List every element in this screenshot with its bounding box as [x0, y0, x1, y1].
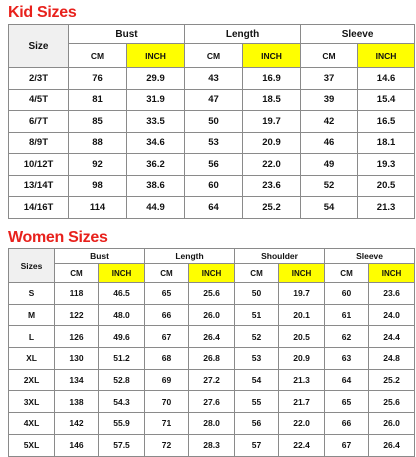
women-value-cell: 118	[55, 283, 99, 305]
women-value-cell: 20.9	[279, 348, 325, 370]
women-value-cell: 22.4	[279, 434, 325, 456]
women-table-row	[9, 326, 415, 348]
kid-table-row	[9, 197, 415, 219]
kid-bust-header: Bust	[69, 25, 185, 44]
women-value-cell: 60	[325, 283, 369, 305]
women-size-cell: L	[9, 326, 55, 348]
kid-value-cell: 18.5	[243, 89, 301, 111]
women-value-cell: 21.7	[279, 391, 325, 413]
kid-value-cell: 37	[301, 68, 358, 90]
kid-value-cell: 33.5	[127, 111, 185, 133]
kid-value-cell: 53	[185, 132, 243, 154]
women-value-cell: 25.2	[369, 369, 415, 391]
women-table-row	[9, 304, 415, 326]
women-value-cell: 62	[325, 326, 369, 348]
women-table-row	[9, 283, 415, 305]
women-sleeve-cm-header: CM	[325, 264, 369, 283]
women-value-cell: 20.1	[279, 304, 325, 326]
women-length-cm-header: CM	[145, 264, 189, 283]
women-value-cell: 26.0	[189, 304, 235, 326]
kid-size-cell: 13/14T	[9, 175, 69, 197]
women-value-cell: 67	[145, 326, 189, 348]
kid-table-row	[9, 154, 415, 176]
kid-size-cell: 4/5T	[9, 89, 69, 111]
women-sleeve-inch-header: INCH	[369, 264, 415, 283]
women-value-cell: 65	[325, 391, 369, 413]
women-value-cell: 49.6	[99, 326, 145, 348]
kid-value-cell: 20.5	[358, 175, 415, 197]
kid-value-cell: 19.7	[243, 111, 301, 133]
women-value-cell: 61	[325, 304, 369, 326]
women-value-cell: 134	[55, 369, 99, 391]
kid-size-header: Size	[9, 25, 69, 68]
kid-table-row	[9, 111, 415, 133]
women-sleeve-header: Sleeve	[325, 249, 415, 264]
women-value-cell: 20.5	[279, 326, 325, 348]
women-value-cell: 28.3	[189, 434, 235, 456]
kid-size-table	[8, 24, 415, 219]
women-table-body	[9, 283, 415, 457]
women-value-cell: 56	[235, 413, 279, 435]
kid-value-cell: 44.9	[127, 197, 185, 219]
kid-value-cell: 76	[69, 68, 127, 90]
women-size-cell: 5XL	[9, 434, 55, 456]
women-value-cell: 25.6	[189, 283, 235, 305]
women-shoulder-cm-header: CM	[235, 264, 279, 283]
women-size-cell: 4XL	[9, 413, 55, 435]
kid-value-cell: 54	[301, 197, 358, 219]
kid-value-cell: 56	[185, 154, 243, 176]
women-value-cell: 122	[55, 304, 99, 326]
kid-value-cell: 60	[185, 175, 243, 197]
kid-value-cell: 25.2	[243, 197, 301, 219]
women-value-cell: 48.0	[99, 304, 145, 326]
women-value-cell: 24.0	[369, 304, 415, 326]
kid-value-cell: 34.6	[127, 132, 185, 154]
women-value-cell: 68	[145, 348, 189, 370]
kid-value-cell: 50	[185, 111, 243, 133]
women-value-cell: 22.0	[279, 413, 325, 435]
kid-value-cell: 43	[185, 68, 243, 90]
kid-value-cell: 36.2	[127, 154, 185, 176]
women-value-cell: 27.6	[189, 391, 235, 413]
women-value-cell: 146	[55, 434, 99, 456]
women-sizes-title: Women Sizes	[8, 229, 108, 246]
kid-value-cell: 16.5	[358, 111, 415, 133]
women-value-cell: 24.4	[369, 326, 415, 348]
kid-value-cell: 114	[69, 197, 127, 219]
women-value-cell: 46.5	[99, 283, 145, 305]
women-unit-row	[9, 264, 415, 283]
women-value-cell: 26.4	[369, 434, 415, 456]
women-value-cell: 63	[325, 348, 369, 370]
women-table-row	[9, 391, 415, 413]
kid-value-cell: 52	[301, 175, 358, 197]
kid-length-inch-header: INCH	[243, 44, 301, 68]
kid-value-cell: 39	[301, 89, 358, 111]
women-value-cell: 65	[145, 283, 189, 305]
kid-size-cell: 2/3T	[9, 68, 69, 90]
women-length-inch-header: INCH	[189, 264, 235, 283]
women-value-cell: 26.4	[189, 326, 235, 348]
women-bust-cm-header: CM	[55, 264, 99, 283]
kid-value-cell: 15.4	[358, 89, 415, 111]
women-value-cell: 57.5	[99, 434, 145, 456]
women-value-cell: 138	[55, 391, 99, 413]
kid-size-cell: 10/12T	[9, 154, 69, 176]
kid-value-cell: 22.0	[243, 154, 301, 176]
women-size-cell: M	[9, 304, 55, 326]
kid-table-row	[9, 175, 415, 197]
women-value-cell: 52.8	[99, 369, 145, 391]
women-value-cell: 24.8	[369, 348, 415, 370]
women-shoulder-header: Shoulder	[235, 249, 325, 264]
women-value-cell: 70	[145, 391, 189, 413]
women-bust-header: Bust	[55, 249, 145, 264]
kid-value-cell: 81	[69, 89, 127, 111]
kid-value-cell: 92	[69, 154, 127, 176]
kid-value-cell: 85	[69, 111, 127, 133]
women-value-cell: 26.8	[189, 348, 235, 370]
women-value-cell: 51	[235, 304, 279, 326]
women-value-cell: 52	[235, 326, 279, 348]
women-value-cell: 23.6	[369, 283, 415, 305]
kid-value-cell: 88	[69, 132, 127, 154]
kid-value-cell: 20.9	[243, 132, 301, 154]
kid-sleeve-cm-header: CM	[301, 44, 358, 68]
women-shoulder-inch-header: INCH	[279, 264, 325, 283]
women-table-row	[9, 348, 415, 370]
women-value-cell: 21.3	[279, 369, 325, 391]
women-value-cell: 142	[55, 413, 99, 435]
women-value-cell: 130	[55, 348, 99, 370]
women-value-cell: 53	[235, 348, 279, 370]
women-value-cell: 66	[145, 304, 189, 326]
women-size-table	[8, 248, 415, 457]
women-table-row	[9, 434, 415, 456]
women-value-cell: 55.9	[99, 413, 145, 435]
kid-value-cell: 29.9	[127, 68, 185, 90]
women-value-cell: 66	[325, 413, 369, 435]
kid-table-row	[9, 132, 415, 154]
women-size-header: Sizes	[9, 249, 55, 283]
kid-value-cell: 18.1	[358, 132, 415, 154]
women-size-cell: 2XL	[9, 369, 55, 391]
kid-bust-cm-header: CM	[69, 44, 127, 68]
kid-table-row	[9, 68, 415, 90]
kid-size-cell: 8/9T	[9, 132, 69, 154]
women-value-cell: 54.3	[99, 391, 145, 413]
women-value-cell: 67	[325, 434, 369, 456]
kid-value-cell: 19.3	[358, 154, 415, 176]
women-value-cell: 50	[235, 283, 279, 305]
kid-value-cell: 47	[185, 89, 243, 111]
kid-size-cell: 14/16T	[9, 197, 69, 219]
kid-length-cm-header: CM	[185, 44, 243, 68]
women-value-cell: 25.6	[369, 391, 415, 413]
kid-length-header: Length	[185, 25, 301, 44]
kid-bust-inch-header: INCH	[127, 44, 185, 68]
women-header-row	[9, 249, 415, 264]
women-value-cell: 64	[325, 369, 369, 391]
women-table-row	[9, 369, 415, 391]
kid-value-cell: 14.6	[358, 68, 415, 90]
kid-value-cell: 98	[69, 175, 127, 197]
kid-value-cell: 38.6	[127, 175, 185, 197]
kid-table-row	[9, 89, 415, 111]
kid-header-row	[9, 25, 415, 44]
kid-value-cell: 31.9	[127, 89, 185, 111]
women-length-header: Length	[145, 249, 235, 264]
kid-size-cell: 6/7T	[9, 111, 69, 133]
women-value-cell: 19.7	[279, 283, 325, 305]
women-value-cell: 55	[235, 391, 279, 413]
kid-unit-row	[9, 44, 415, 68]
women-bust-inch-header: INCH	[99, 264, 145, 283]
women-value-cell: 54	[235, 369, 279, 391]
kid-value-cell: 23.6	[243, 175, 301, 197]
kid-value-cell: 49	[301, 154, 358, 176]
women-value-cell: 71	[145, 413, 189, 435]
kid-value-cell: 64	[185, 197, 243, 219]
women-value-cell: 26.0	[369, 413, 415, 435]
kid-table-body	[9, 68, 415, 219]
women-value-cell: 51.2	[99, 348, 145, 370]
kid-value-cell: 16.9	[243, 68, 301, 90]
kid-value-cell: 46	[301, 132, 358, 154]
women-value-cell: 126	[55, 326, 99, 348]
kid-value-cell: 42	[301, 111, 358, 133]
women-size-cell: S	[9, 283, 55, 305]
women-size-cell: XL	[9, 348, 55, 370]
women-value-cell: 72	[145, 434, 189, 456]
women-value-cell: 69	[145, 369, 189, 391]
kid-sizes-title: Kid Sizes	[8, 4, 77, 21]
women-value-cell: 28.0	[189, 413, 235, 435]
kid-sleeve-inch-header: INCH	[358, 44, 415, 68]
women-size-cell: 3XL	[9, 391, 55, 413]
women-value-cell: 27.2	[189, 369, 235, 391]
women-value-cell: 57	[235, 434, 279, 456]
kid-value-cell: 21.3	[358, 197, 415, 219]
women-table-row	[9, 413, 415, 435]
kid-sleeve-header: Sleeve	[301, 25, 415, 44]
